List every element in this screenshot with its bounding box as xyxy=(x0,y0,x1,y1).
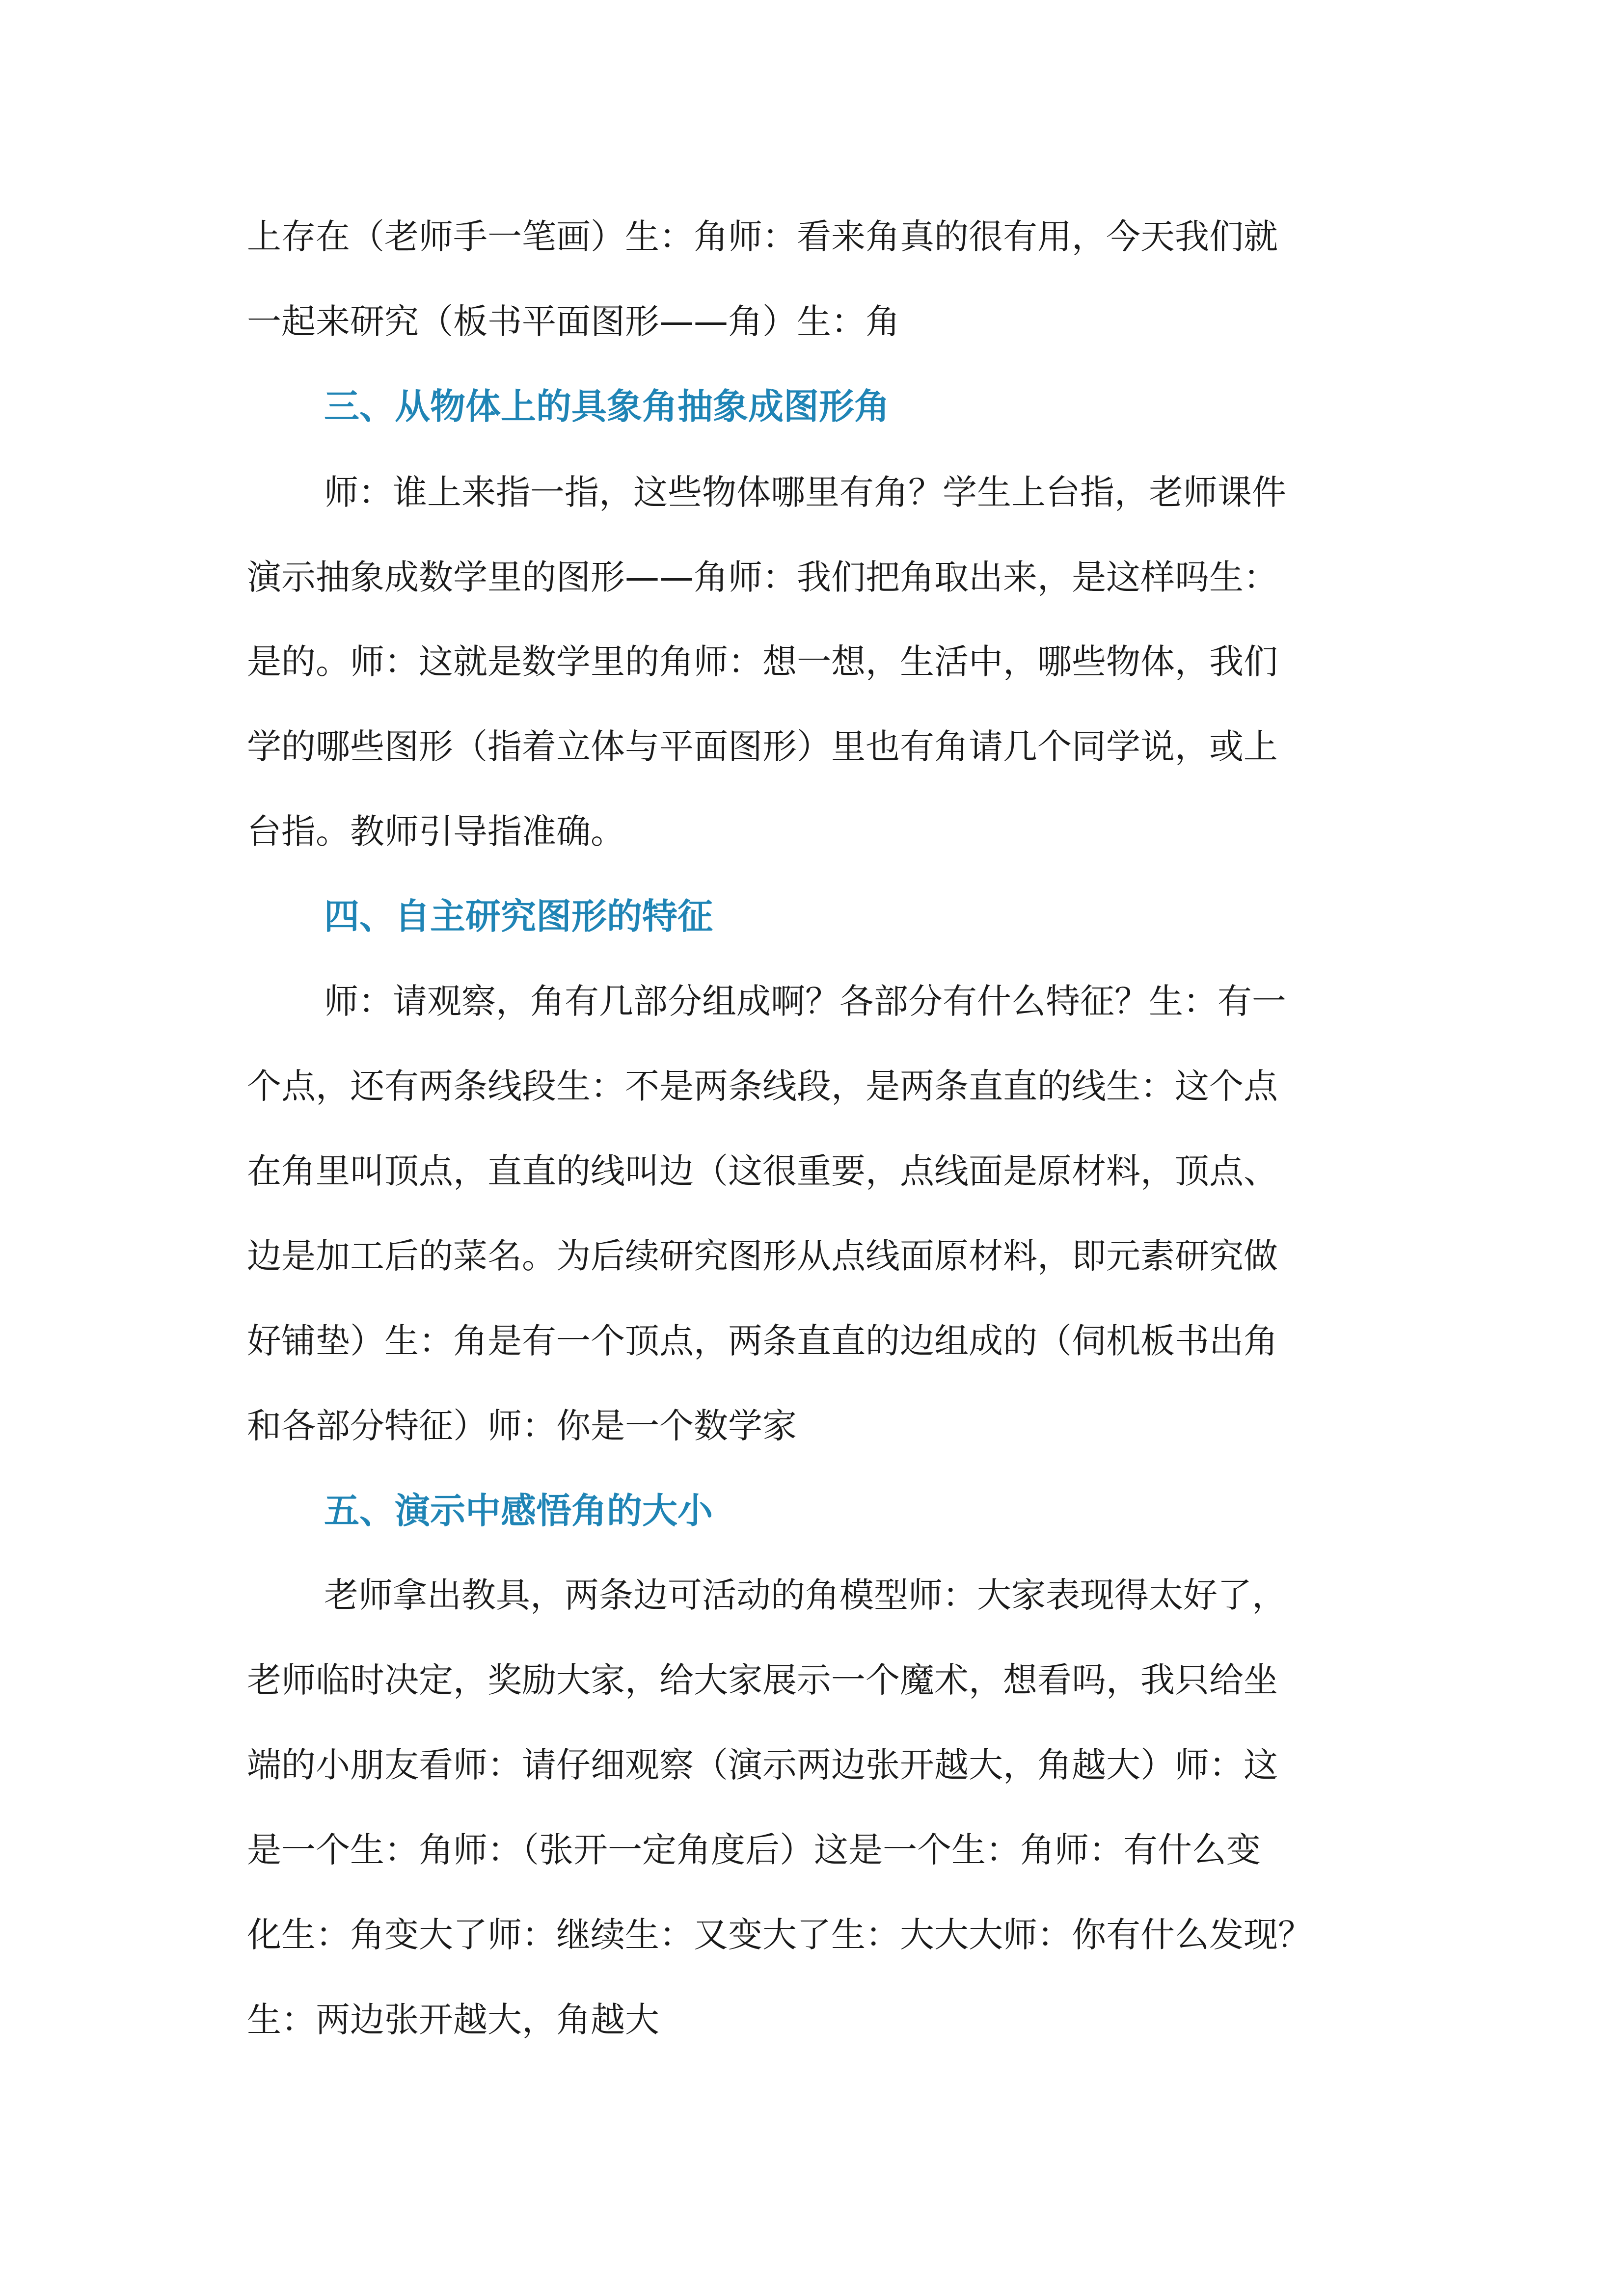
section-heading-5: 五、演示中感悟角的大小 xyxy=(324,1490,713,1531)
paragraph-line: 是一个生：角师：（张开一定角度后）这是一个生：角师：有什么变 xyxy=(247,1830,1261,1870)
paragraph-line: 台指。教师引导指准确。 xyxy=(247,811,625,852)
paragraph-line: 老师拿出教具，两条边可活动的角模型师：大家表现得太好了， xyxy=(324,1575,1286,1615)
paragraph-line: 个点，还有两条线段生：不是两条线段，是两条直直的线生：这个点 xyxy=(247,1066,1278,1106)
paragraph-line: 和各部分特征）师：你是一个数学家 xyxy=(247,1406,797,1446)
paragraph-line: 生：两边张开越大，角越大 xyxy=(247,2000,659,2040)
paragraph-line: 好铺垫）生：角是有一个顶点，两条直直的边组成的（伺机板书出角 xyxy=(247,1321,1278,1361)
paragraph-line: 老师临时决定，奖励大家，给大家展示一个魔术，想看吗，我只给坐 xyxy=(247,1660,1278,1700)
paragraph-line: 化生：角变大了师：继续生：又变大了生：大大大师：你有什么发现？ xyxy=(247,1915,1312,1955)
paragraph-line: 边是加工后的菜名。为后续研究图形从点线面原材料，即元素研究做 xyxy=(247,1236,1278,1276)
section-heading-3: 三、从物体上的具象角抽象成图形角 xyxy=(324,386,890,427)
paragraph-line: 一起来研究（板书平面图形——角）生：角 xyxy=(247,301,900,342)
paragraph-line: 上存在（老师手一笔画）生：角师：看来角真的很有用，今天我们就 xyxy=(247,216,1278,257)
paragraph-line: 端的小朋友看师：请仔细观察（演示两边张开越大，角越大）师：这 xyxy=(247,1745,1278,1785)
paragraph-line: 师：请观察，角有几部分组成啊？各部分有什么特征？生：有一 xyxy=(324,981,1286,1021)
paragraph-line: 学的哪些图形（指着立体与平面图形）里也有角请几个同学说，或上 xyxy=(247,726,1278,767)
section-heading-4: 四、自主研究图形的特征 xyxy=(324,896,713,937)
paragraph-line: 演示抽象成数学里的图形——角师：我们把角取出来，是这样吗生： xyxy=(247,557,1278,597)
paragraph-line: 在角里叫顶点，直直的线叫边（这很重要，点线面是原材料，顶点、 xyxy=(247,1151,1278,1191)
paragraph-line: 是的。师：这就是数学里的角师：想一想，生活中，哪些物体，我们 xyxy=(247,641,1278,682)
paragraph-line: 师：谁上来指一指，这些物体哪里有角？学生上台指，老师课件 xyxy=(324,472,1286,512)
